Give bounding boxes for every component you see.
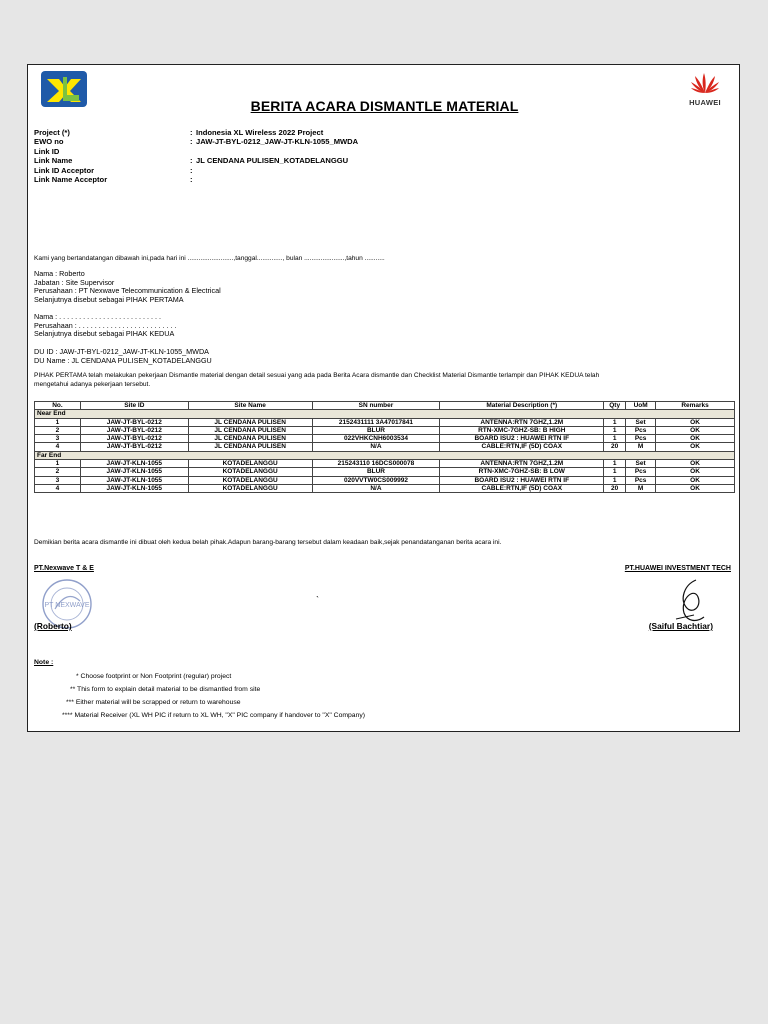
cell-site-id: JAW-JT-KLN-1055 bbox=[80, 460, 188, 468]
cell-site-name: KOTADELANGGU bbox=[188, 468, 312, 476]
cell-remarks: OK bbox=[656, 468, 735, 476]
cell-no: 2 bbox=[35, 468, 81, 476]
info-label: EWO no bbox=[34, 137, 64, 147]
cell-site-name: JL CENDANA PULISEN bbox=[188, 443, 312, 451]
cell-sn: N/A bbox=[312, 443, 440, 451]
cell-material: BOARD ISU2 : HUAWEI RTN IF bbox=[440, 476, 604, 484]
party-first-company: Perusahaan : PT Nexwave Telecommunication & Electrical bbox=[34, 286, 221, 296]
info-colon: : bbox=[190, 128, 193, 137]
cell-uom: Set bbox=[626, 418, 656, 426]
info-label: Link Name bbox=[34, 156, 73, 166]
cell-sn: N/A bbox=[312, 484, 440, 492]
cell-site-id: JAW-JT-BYL-0212 bbox=[80, 435, 188, 443]
column-header: No. bbox=[35, 402, 81, 410]
column-header: Site Name bbox=[188, 402, 312, 410]
info-colon: : bbox=[190, 165, 193, 175]
document-title: BERITA ACARA DISMANTLE MATERIAL bbox=[250, 98, 519, 114]
info-colon: : bbox=[190, 174, 193, 184]
cell-material: RTN-XMC-7GHZ-SB: B LOW bbox=[440, 468, 604, 476]
cell-sn: 022VHKCNH6003534 bbox=[312, 435, 440, 443]
party-first bbox=[34, 270, 221, 304]
party-first-designation: Selanjutnya disebut sebagai PIHAK PERTAMA bbox=[34, 294, 184, 304]
cell-sn: 215243110 16DCS000078 bbox=[312, 460, 440, 468]
info-colon: : bbox=[190, 156, 193, 166]
cell-uom: Pcs bbox=[626, 476, 656, 484]
cell-remarks: OK bbox=[656, 484, 735, 492]
info-value: Indonesia XL Wireless 2022 Project bbox=[196, 128, 324, 137]
column-header: SN number bbox=[312, 402, 440, 410]
cell-no: 3 bbox=[35, 435, 81, 443]
section-row-far-end bbox=[35, 451, 735, 459]
cell-site-id: JAW-JT-KLN-1055 bbox=[80, 484, 188, 492]
cell-remarks: OK bbox=[656, 443, 735, 451]
info-value: JAW-JT-BYL-0212_JAW-JT-KLN-1055_MWDA bbox=[196, 137, 359, 147]
cell-site-id: JAW-JT-BYL-0212 bbox=[80, 443, 188, 451]
huawei-logo-text: HUAWEI bbox=[689, 98, 721, 107]
party-second bbox=[34, 313, 177, 339]
table-row bbox=[35, 468, 735, 476]
cell-site-name: JL CENDANA PULISEN bbox=[188, 418, 312, 426]
column-header: Qty bbox=[604, 402, 626, 410]
table-row bbox=[35, 484, 735, 492]
du-id: DU ID : JAW-JT-BYL-0212_JAW-JT-KLN-1055_MWDA bbox=[34, 347, 209, 356]
cell-no: 1 bbox=[35, 418, 81, 426]
column-header: Remarks bbox=[656, 402, 735, 410]
cell-site-name: JL CENDANA PULISEN bbox=[188, 435, 312, 443]
cell-material: RTN-XMC-7GHZ-SB: B HIGH bbox=[440, 426, 604, 434]
party-second-company: Perusahaan : . . . . . . . . . . . . . . . . . . . . . . . . . bbox=[34, 320, 177, 330]
left-signatory-name: (Roberto) bbox=[34, 621, 72, 631]
section-label: Near End bbox=[35, 410, 735, 418]
cell-sn: 020VVTW0CS009992 bbox=[312, 476, 440, 484]
cell-material: CABLE:RTN,IF (5D) COAX bbox=[440, 443, 604, 451]
party-second-designation: Selanjutnya disebut sebagai PIHAK KEDUA bbox=[34, 329, 175, 339]
document-page bbox=[27, 64, 740, 732]
party-first-title: Jabatan : Site Supervisor bbox=[34, 277, 115, 287]
intro-paragraph bbox=[34, 372, 599, 389]
info-label: Link ID Acceptor bbox=[34, 165, 95, 175]
notes-title: Note : bbox=[34, 659, 54, 666]
table-row bbox=[35, 476, 735, 484]
note-item: ** This form to explain detail material to be dismantled from site bbox=[70, 686, 261, 693]
cell-uom: M bbox=[626, 484, 656, 492]
column-header: UoM bbox=[626, 402, 656, 410]
cell-uom: Set bbox=[626, 460, 656, 468]
stamp-text: PT NEXWAVE bbox=[44, 602, 90, 609]
cell-uom: M bbox=[626, 443, 656, 451]
cell-site-id: JAW-JT-KLN-1055 bbox=[80, 476, 188, 484]
cell-site-id: JAW-JT-BYL-0212 bbox=[80, 418, 188, 426]
left-company-label: PT.Nexwave T & E bbox=[34, 565, 94, 572]
party-first-name: Nama : Roberto bbox=[34, 269, 85, 278]
cell-qty: 1 bbox=[604, 426, 626, 434]
table-header-row bbox=[35, 402, 735, 410]
signature-icon bbox=[666, 577, 716, 625]
cell-no: 3 bbox=[35, 476, 81, 484]
cell-qty: 20 bbox=[604, 484, 626, 492]
cell-sn: BLUR bbox=[312, 426, 440, 434]
intro-line-2: mengetahui adanya pekerjaan tersebut. bbox=[34, 380, 151, 388]
table-row bbox=[35, 426, 735, 434]
cell-remarks: OK bbox=[656, 476, 735, 484]
column-header: Material Description (*) bbox=[440, 402, 604, 410]
du-name: DU Name : JL CENDANA PULISEN_KOTADELANGGU bbox=[34, 355, 212, 365]
cell-no: 4 bbox=[35, 443, 81, 451]
cell-material: ANTENNA:RTN 7GHZ,1.2M bbox=[440, 418, 604, 426]
info-label: Project (*) bbox=[34, 128, 70, 137]
table-row bbox=[35, 418, 735, 426]
table-row bbox=[35, 460, 735, 468]
huawei-flower-icon bbox=[690, 71, 720, 95]
cell-qty: 1 bbox=[604, 476, 626, 484]
section-row-near-end bbox=[35, 410, 735, 418]
right-company-label: PT.HUAWEI INVESTMENT TECH bbox=[624, 565, 731, 572]
cell-no: 2 bbox=[35, 426, 81, 434]
table-row bbox=[35, 443, 735, 451]
cell-qty: 1 bbox=[604, 435, 626, 443]
cell-site-name: KOTADELANGGU bbox=[188, 460, 312, 468]
info-label: Link ID bbox=[34, 146, 60, 156]
column-header: Site ID bbox=[80, 402, 188, 410]
cell-material: BOARD ISU2 : HUAWEI RTN IF bbox=[440, 435, 604, 443]
cell-uom: Pcs bbox=[626, 435, 656, 443]
cell-no: 1 bbox=[35, 460, 81, 468]
note-item: * Choose footprint or Non Footprint (regular) project bbox=[76, 673, 232, 680]
cell-no: 4 bbox=[35, 484, 81, 492]
cell-qty: 1 bbox=[604, 468, 626, 476]
cell-site-name: KOTADELANGGU bbox=[188, 476, 312, 484]
cell-uom: Pcs bbox=[626, 426, 656, 434]
dismantle-table bbox=[34, 401, 735, 493]
cell-site-id: JAW-JT-KLN-1055 bbox=[80, 468, 188, 476]
section-label: Far End bbox=[35, 451, 735, 459]
cell-uom: Pcs bbox=[626, 468, 656, 476]
stray-mark: ` bbox=[316, 595, 319, 605]
cell-material: CABLE:RTN,IF (5D) COAX bbox=[440, 484, 604, 492]
cell-site-id: JAW-JT-BYL-0212 bbox=[80, 426, 188, 434]
cell-site-name: KOTADELANGGU bbox=[188, 484, 312, 492]
cell-remarks: OK bbox=[656, 435, 735, 443]
info-value: JL CENDANA PULISEN_KOTADELANGGU bbox=[196, 156, 349, 166]
right-signatory-name: (Saiful Bachtiar) bbox=[648, 621, 713, 631]
cell-qty: 1 bbox=[604, 460, 626, 468]
cell-site-name: JL CENDANA PULISEN bbox=[188, 426, 312, 434]
note-item: **** Material Receiver (XL WH PIC if return to XL WH, "X" PIC company if handover to "X" Company) bbox=[62, 712, 366, 719]
info-label: Link Name Acceptor bbox=[34, 174, 108, 184]
cell-remarks: OK bbox=[656, 426, 735, 434]
intro-line-1: PIHAK PERTAMA telah melakukan pekerjaan Dismantle material dengan detail sesuai yang ada pada Berita Acara dismantle dan Checklist Material Dismantle terlampir dan PIHAK KEDUA telah bbox=[34, 372, 600, 379]
cell-qty: 1 bbox=[604, 418, 626, 426]
note-item: *** Either material will be scrapped or return to warehouse bbox=[66, 699, 241, 706]
closing-statement: Demikian berita acara dismantle ini dibuat oleh kedua belah pihak.Adapun barang-barang tersebut dalam keadaan baik,sejak penandatanganan berita acara ini. bbox=[34, 539, 502, 546]
du-info bbox=[34, 348, 212, 365]
info-colon: : bbox=[190, 137, 193, 147]
cell-sn: 2152431111 3A47017841 bbox=[312, 418, 440, 426]
party-second-name: Nama : . . . . . . . . . . . . . . . . . . . . . . . . . . bbox=[34, 312, 162, 321]
table-row bbox=[35, 435, 735, 443]
cell-remarks: OK bbox=[656, 418, 735, 426]
cell-material: ANTENNA:RTN 7GHZ,1.2M bbox=[440, 460, 604, 468]
cell-sn: BLUR bbox=[312, 468, 440, 476]
statement-line: Kami yang bertandatangan dibawah ini,pada hari ini .........................,tanggal.............., bulan ......................,tahun ........... bbox=[34, 255, 385, 262]
cell-remarks: OK bbox=[656, 460, 735, 468]
cell-qty: 20 bbox=[604, 443, 626, 451]
